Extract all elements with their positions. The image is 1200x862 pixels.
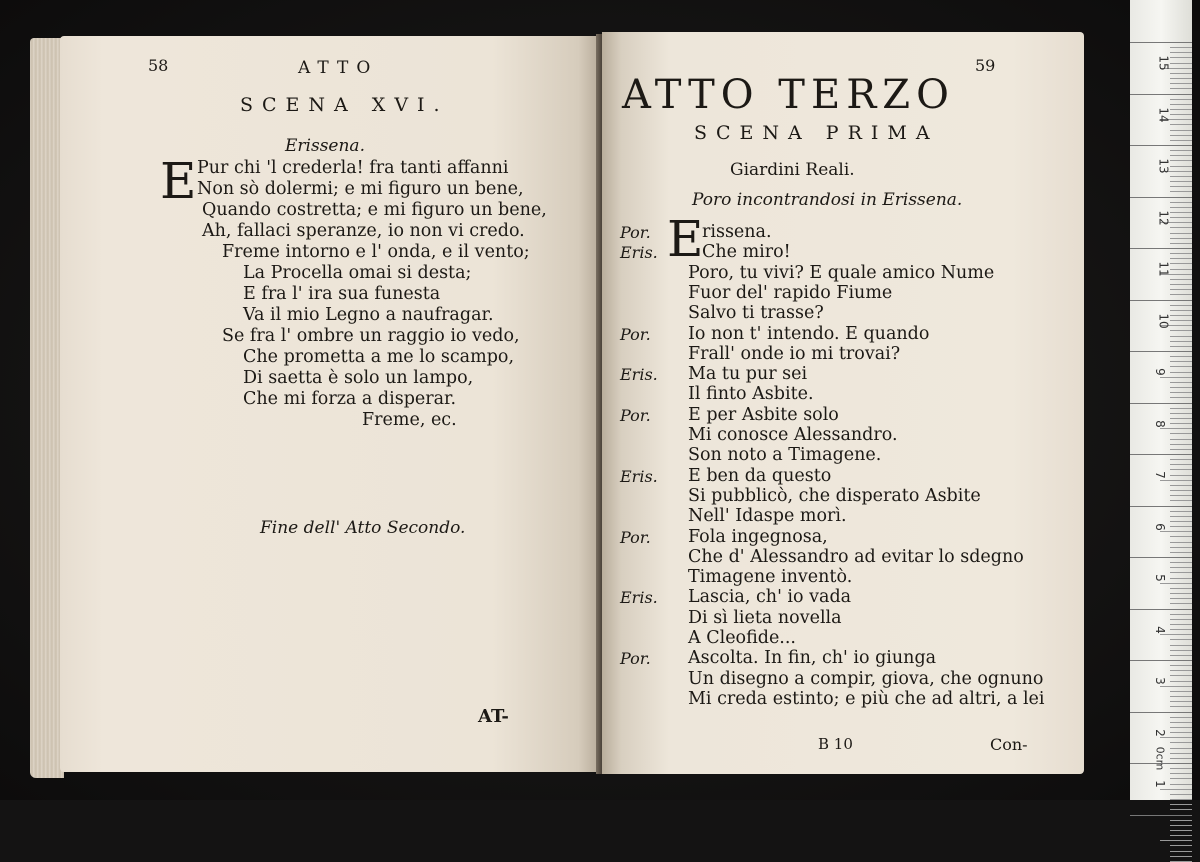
ruler-minor-tick <box>1170 320 1192 321</box>
ruler-minor-tick <box>1170 83 1192 84</box>
ruler-minor-tick <box>1170 52 1192 53</box>
ruler-minor-tick <box>1170 289 1192 290</box>
ruler-minor-tick <box>1170 124 1192 125</box>
ruler-minor-tick <box>1170 645 1192 646</box>
verse-line: Va il mio Legno a naufragar. <box>243 305 494 325</box>
scene-heading: SCENA XVI. <box>240 94 449 116</box>
ruler-major-tick <box>1130 94 1192 95</box>
ruler-minor-tick <box>1170 253 1192 254</box>
ruler-minor-tick <box>1170 825 1192 826</box>
speaker-label: Eris. <box>620 365 658 385</box>
ruler-minor-tick <box>1170 511 1192 512</box>
ruler-minor-tick <box>1170 310 1192 311</box>
ruler-minor-tick <box>1170 773 1192 774</box>
dialogue-line: Salvo ti trasse? <box>688 303 824 324</box>
ruler-minor-tick <box>1170 459 1192 460</box>
ruler-minor-tick <box>1170 650 1192 651</box>
verse-line: Ah, fallaci speranze, io non vi credo. <box>202 221 525 241</box>
ruler-minor-tick <box>1170 227 1192 228</box>
ruler-number: 3 <box>1152 677 1167 685</box>
ruler-number: 7 <box>1152 471 1167 479</box>
ruler-minor-tick <box>1170 207 1192 208</box>
verse-line: Quando costretta; e mi figuro un bene, <box>202 200 547 220</box>
ruler-minor-tick <box>1170 835 1192 836</box>
ruler-minor-tick <box>1170 166 1192 167</box>
ruler-number: 12 <box>1156 209 1171 226</box>
ruler-major-tick <box>1130 712 1192 713</box>
right-page <box>602 32 1084 774</box>
ruler-minor-tick <box>1170 851 1192 852</box>
ruler-minor-tick <box>1170 696 1192 697</box>
ruler-major-tick <box>1130 815 1192 816</box>
ruler-minor-tick <box>1170 768 1192 769</box>
ruler-major-tick <box>1130 609 1192 610</box>
ruler-minor-tick <box>1170 572 1192 573</box>
dialogue-line: rissena. <box>702 222 772 242</box>
ruler-minor-tick <box>1170 742 1192 743</box>
ruler-minor-tick <box>1170 547 1192 548</box>
ruler-minor-tick <box>1170 794 1192 795</box>
ruler-minor-tick <box>1170 562 1192 563</box>
ruler-minor-tick <box>1170 212 1192 213</box>
ruler-minor-tick <box>1170 114 1192 115</box>
ruler-minor-tick <box>1170 717 1192 718</box>
ruler-minor-tick <box>1160 583 1192 584</box>
speaker-label: Eris. <box>620 243 658 263</box>
ruler-unit: 0cm <box>1153 746 1167 771</box>
ruler-minor-tick <box>1170 372 1192 373</box>
ruler-minor-tick <box>1170 238 1192 239</box>
ruler-minor-tick <box>1170 758 1192 759</box>
ruler-minor-tick <box>1170 88 1192 89</box>
dialogue-line: Il finto Asbite. <box>688 384 814 405</box>
dialogue-line: Fola ingegnosa, <box>688 526 828 547</box>
speaker-label: Por. <box>620 649 651 669</box>
act-title: ATTO TERZO <box>622 72 955 118</box>
ruler-number: 10 <box>1156 312 1171 329</box>
ruler-minor-tick <box>1170 191 1192 192</box>
ruler-minor-tick <box>1170 778 1192 779</box>
ruler-minor-tick <box>1170 753 1192 754</box>
verse-line: Che prometta a me lo scampo, <box>243 347 515 367</box>
ruler-minor-tick <box>1170 397 1192 398</box>
dialogue-line: Timagene inventò. <box>688 567 853 588</box>
ruler-minor-tick <box>1170 361 1192 362</box>
ruler-major-tick <box>1130 248 1192 249</box>
ruler-minor-tick <box>1160 531 1192 532</box>
dialogue-line: Mi creda estinto; e più che ad altri, a lei <box>688 688 1045 709</box>
ruler-minor-tick <box>1170 130 1192 131</box>
verse-line: Freme, ec. <box>362 410 457 430</box>
left-page <box>60 36 600 772</box>
scene-heading: SCENA PRIMA <box>694 122 939 144</box>
ruler-major-tick <box>1130 351 1192 352</box>
ruler-minor-tick <box>1170 856 1192 857</box>
measurement-ruler <box>1130 0 1192 800</box>
ruler-minor-tick <box>1170 748 1192 749</box>
ruler-minor-tick <box>1170 490 1192 491</box>
ruler-minor-tick <box>1170 78 1192 79</box>
ruler-minor-tick <box>1170 691 1192 692</box>
verse-line: Pur chi 'l crederla! fra tanti affanni <box>197 158 509 178</box>
ruler-minor-tick <box>1170 63 1192 64</box>
ruler-minor-tick <box>1170 500 1192 501</box>
ruler-minor-tick <box>1170 150 1192 151</box>
ruler-minor-tick <box>1170 263 1192 264</box>
ruler-minor-tick <box>1170 418 1192 419</box>
verse-line: La Procella omai si desta; <box>243 263 472 283</box>
verse-line: Che mi forza a disperar. <box>243 389 457 409</box>
ruler-minor-tick <box>1170 567 1192 568</box>
dialogue-line: Frall' onde io mi trovai? <box>688 343 901 364</box>
ruler-minor-tick <box>1170 552 1192 553</box>
ruler-minor-tick <box>1170 809 1192 810</box>
ruler-minor-tick <box>1170 706 1192 707</box>
dialogue-line: Di sì lieta novella <box>688 607 842 628</box>
speaker-label: Eris. <box>620 588 658 608</box>
ruler-minor-tick <box>1170 665 1192 666</box>
ruler-minor-tick <box>1170 104 1192 105</box>
speaker-label: Por. <box>620 527 651 547</box>
ruler-major-tick <box>1130 403 1192 404</box>
ruler-number: 1 <box>1152 780 1167 788</box>
ruler-minor-tick <box>1160 428 1192 429</box>
ruler-minor-tick <box>1160 686 1192 687</box>
ruler-minor-tick <box>1170 330 1192 331</box>
ruler-minor-tick <box>1160 840 1192 841</box>
ruler-number: 4 <box>1152 625 1167 634</box>
ruler-minor-tick <box>1170 57 1192 58</box>
ruler-major-tick <box>1130 557 1192 558</box>
catchword: Con- <box>990 735 1028 754</box>
dialogue-line: Mi conosce Alessandro. <box>688 425 898 445</box>
ruler-minor-tick <box>1170 47 1192 48</box>
ruler-minor-tick <box>1170 279 1192 280</box>
ruler-minor-tick <box>1170 624 1192 625</box>
dialogue-line: Poro, tu vivi? E quale amico Nume <box>688 262 995 283</box>
ruler-minor-tick <box>1170 464 1192 465</box>
page-edges <box>30 38 64 778</box>
dialogue-line: E ben da questo <box>688 465 832 486</box>
ruler-minor-tick <box>1170 614 1192 615</box>
open-book <box>30 30 1085 782</box>
ruler-minor-tick <box>1170 444 1192 445</box>
ruler-minor-tick <box>1170 284 1192 285</box>
ruler-major-tick <box>1130 660 1192 661</box>
ruler-minor-tick <box>1170 845 1192 846</box>
ruler-minor-tick <box>1160 634 1192 635</box>
ruler-minor-tick <box>1170 639 1192 640</box>
ruler-minor-tick <box>1170 593 1192 594</box>
verse-line: Se fra l' ombre un raggio io vedo, <box>222 326 520 346</box>
ruler-number: 15 <box>1156 55 1171 71</box>
ruler-number: 9 <box>1152 368 1167 376</box>
ruler-minor-tick <box>1170 202 1192 203</box>
ruler-major-tick <box>1130 763 1192 764</box>
ruler-minor-tick <box>1170 294 1192 295</box>
ruler-minor-tick <box>1170 336 1192 337</box>
ruler-major-tick <box>1130 145 1192 146</box>
verse-line: Di saetta è solo un lampo, <box>243 368 474 388</box>
ruler-minor-tick <box>1170 366 1192 367</box>
ruler-number: 13 <box>1156 158 1171 174</box>
ruler-minor-tick <box>1170 670 1192 671</box>
ruler-minor-tick <box>1170 629 1192 630</box>
ruler-minor-tick <box>1170 485 1192 486</box>
dialogue-line: Che d' Alessandro ad evitar lo sdegno <box>688 546 1024 567</box>
ruler-minor-tick <box>1170 784 1192 785</box>
ruler-minor-tick <box>1170 109 1192 110</box>
ruler-minor-tick <box>1170 701 1192 702</box>
running-head: ATTO <box>298 58 379 78</box>
ruler-minor-tick <box>1170 727 1192 728</box>
ruler-minor-tick <box>1170 536 1192 537</box>
ruler-number: 5 <box>1152 574 1167 582</box>
ruler-major-tick <box>1130 300 1192 301</box>
ruler-minor-tick <box>1170 181 1192 182</box>
speaker-label: Por. <box>620 223 651 242</box>
dialogue-line: Son noto a Timagene. <box>688 445 882 466</box>
ruler-minor-tick <box>1170 99 1192 100</box>
ruler-minor-tick <box>1170 233 1192 234</box>
dialogue-line: E per Asbite solo <box>688 404 839 425</box>
ruler-minor-tick <box>1160 789 1192 790</box>
ruler-major-tick <box>1130 42 1192 43</box>
ruler-minor-tick <box>1170 675 1192 676</box>
ruler-minor-tick <box>1170 578 1192 579</box>
dialogue-line: Ma tu pur sei <box>688 364 808 385</box>
ruler-minor-tick <box>1170 526 1192 527</box>
ruler-minor-tick <box>1170 140 1192 141</box>
end-note: Fine dell' Atto Secondo. <box>260 518 466 538</box>
ruler-minor-tick <box>1170 542 1192 543</box>
ruler-minor-tick <box>1170 495 1192 496</box>
verse-line: Freme intorno e l' onda, e il vento; <box>222 242 530 262</box>
ruler-minor-tick <box>1170 588 1192 589</box>
ruler-minor-tick <box>1170 804 1192 805</box>
ruler-major-tick <box>1130 454 1192 455</box>
ruler-minor-tick <box>1170 356 1192 357</box>
ruler-minor-tick <box>1170 475 1192 476</box>
ruler-minor-tick <box>1170 619 1192 620</box>
ruler-major-tick <box>1130 506 1192 507</box>
dialogue-line: Ascolta. In fin, ch' io giunga <box>688 648 937 669</box>
ruler-number: 14 <box>1156 106 1171 123</box>
ruler-minor-tick <box>1170 439 1192 440</box>
ruler-minor-tick <box>1170 346 1192 347</box>
ruler-minor-tick <box>1170 722 1192 723</box>
ruler-minor-tick <box>1170 269 1192 270</box>
speaker-name: Erissena. <box>285 136 365 156</box>
verse-line: E fra l' ira sua funesta <box>243 284 441 304</box>
ruler-major-tick <box>1130 197 1192 198</box>
page-number: 58 <box>148 56 169 75</box>
dialogue-line: Che miro! <box>702 242 791 263</box>
ruler-minor-tick <box>1170 732 1192 733</box>
ruler-minor-tick <box>1170 392 1192 393</box>
page-number: 59 <box>975 56 996 75</box>
dialogue-line: Fuor del' rapido Fiume <box>688 282 893 303</box>
speaker-label: Por. <box>620 324 651 344</box>
ruler-number: 8 <box>1152 419 1167 428</box>
ruler-minor-tick <box>1170 305 1192 306</box>
ruler-minor-tick <box>1170 655 1192 656</box>
ruler-minor-tick <box>1170 382 1192 383</box>
ruler-minor-tick <box>1170 258 1192 259</box>
ruler-minor-tick <box>1170 681 1192 682</box>
ruler-minor-tick <box>1170 423 1192 424</box>
ruler-minor-tick <box>1170 73 1192 74</box>
dialogue-line: Io non t' intendo. E quando <box>688 323 930 344</box>
ruler-minor-tick <box>1170 516 1192 517</box>
ruler-minor-tick <box>1170 160 1192 161</box>
ruler-minor-tick <box>1170 315 1192 316</box>
scene-setting: Giardini Reali. <box>730 160 855 180</box>
ruler-number: 11 <box>1156 261 1171 277</box>
ruler-minor-tick <box>1170 413 1192 414</box>
ruler-minor-tick <box>1170 449 1192 450</box>
drop-cap: E <box>667 210 704 268</box>
ruler-minor-tick <box>1170 830 1192 831</box>
drop-cap: E <box>160 152 197 210</box>
ruler-minor-tick <box>1170 243 1192 244</box>
speaker-label: Por. <box>620 405 651 425</box>
ruler-minor-tick <box>1170 603 1192 604</box>
ruler-minor-tick <box>1170 186 1192 187</box>
dialogue-line: Nell' Idaspe morì. <box>688 506 847 527</box>
ruler-minor-tick <box>1160 377 1192 378</box>
ruler-number: 2 <box>1152 728 1167 737</box>
speaker-label: Eris. <box>620 466 658 486</box>
dialogue-line: A Cleofide... <box>688 628 796 648</box>
catchword: AT- <box>478 706 509 727</box>
ruler-minor-tick <box>1170 387 1192 388</box>
ruler-minor-tick <box>1170 469 1192 470</box>
ruler-minor-tick <box>1170 176 1192 177</box>
dialogue-line: Lascia, ch' io vada <box>688 587 852 608</box>
stage-direction: Poro incontrandosi in Erissena. <box>692 190 963 210</box>
ruler-minor-tick <box>1170 598 1192 599</box>
ruler-minor-tick <box>1160 737 1192 738</box>
ruler-minor-tick <box>1170 155 1192 156</box>
ruler-minor-tick <box>1170 820 1192 821</box>
signature-mark: B 10 <box>818 735 853 753</box>
ruler-minor-tick <box>1170 521 1192 522</box>
ruler-minor-tick <box>1170 341 1192 342</box>
ruler-minor-tick <box>1170 217 1192 218</box>
ruler-minor-tick <box>1170 408 1192 409</box>
verse-line: Non sò dolermi; e mi figuro un bene, <box>197 179 524 199</box>
dialogue-line: Un disegno a compir, giova, che ognuno <box>688 668 1044 689</box>
ruler-minor-tick <box>1170 135 1192 136</box>
ruler-number: 6 <box>1152 522 1167 531</box>
ruler-minor-tick <box>1170 433 1192 434</box>
ruler-minor-tick <box>1160 480 1192 481</box>
dialogue-line: Si pubblicò, che disperato Asbite <box>688 485 981 506</box>
